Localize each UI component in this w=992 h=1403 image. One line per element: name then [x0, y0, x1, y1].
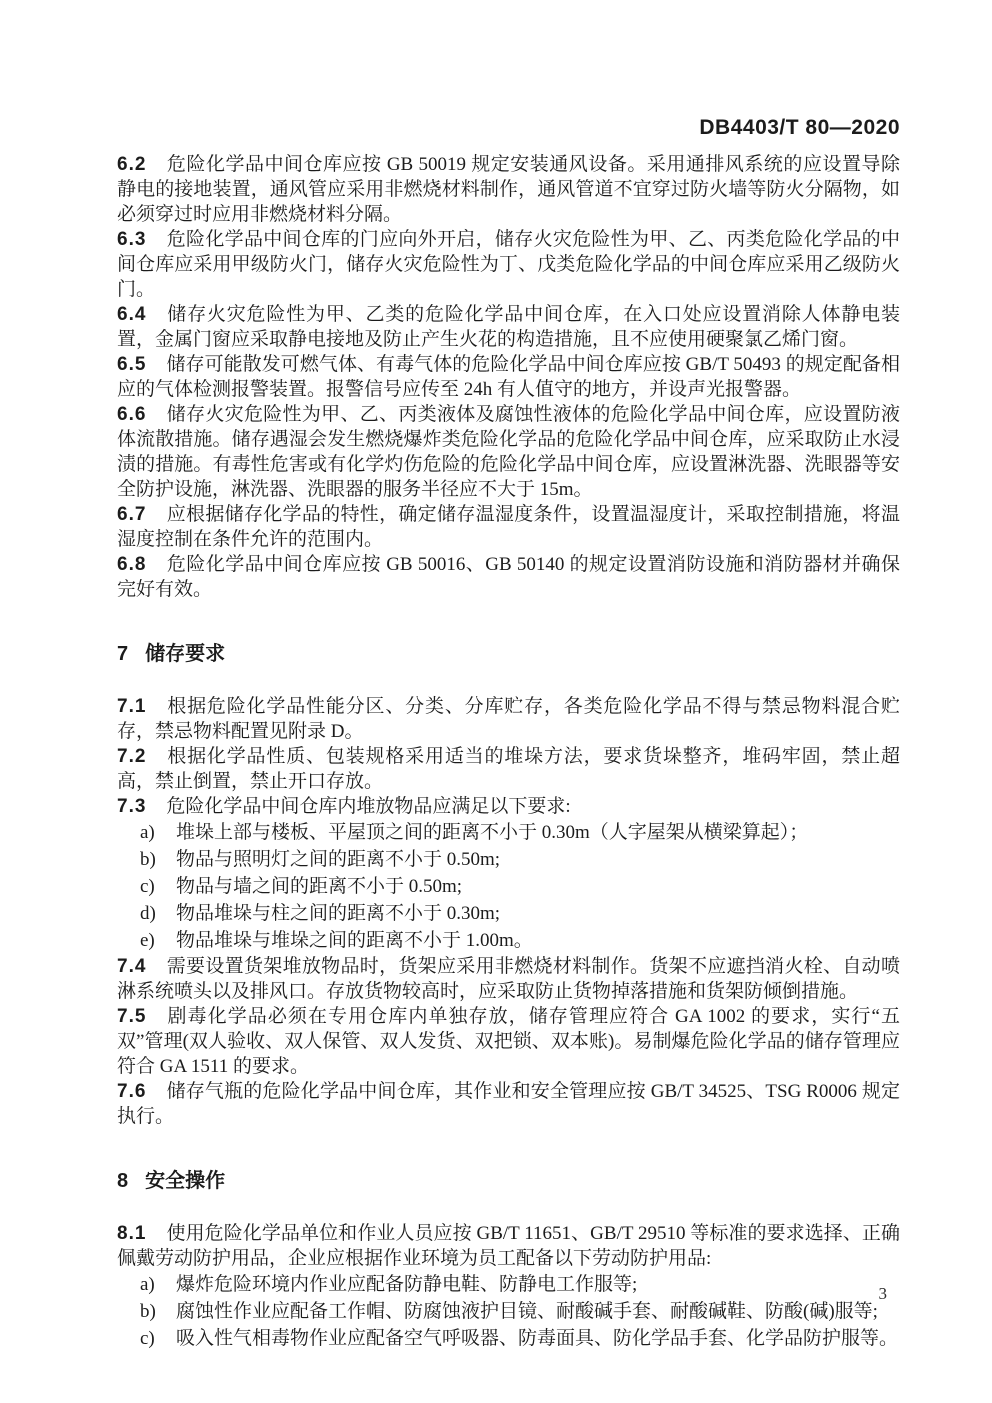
clause-text: 根据危险化学品性能分区、分类、分库贮存，各类危险化学品不得与禁忌物料混合贮存，禁忌物料配置见附录 D。 [117, 696, 900, 742]
list-marker: a) [140, 822, 155, 843]
section-title: 安全操作 [145, 1170, 226, 1192]
list-item-7-3-d [117, 900, 900, 927]
list-marker: d) [140, 903, 156, 924]
clause-text: 储存火灾危险性为甲、乙类的危险化学品中间仓库，在入口处应设置消除人体静电装置，金属门窗应采取静电接地及防止产生火花的构造措施，且不应使用硬聚氯乙烯门窗。 [117, 304, 900, 350]
list-marker: a) [140, 1274, 155, 1295]
clause-text: 危险化学品中间仓库的门应向外开启，储存火灾危险性为甲、乙、丙类危险化学品的中间仓库应采用甲级防火门，储存火灾危险性为丁、戊类危险化学品的中间仓库应采用乙级防火门。 [117, 229, 900, 300]
list-text: 物品与墙之间的距离不小于 0.50m; [176, 876, 463, 897]
clause-text: 剧毒化学品必须在专用仓库内单独存放，储存管理应符合 GA 1002 的要求，实行“五双”管理(双人验收、双人保管、双人发货、双把锁、双本账)。易制爆危险化学品的储存管理应符合 GA 1511 的要求。 [117, 1006, 900, 1077]
clause-number: 7.1 [117, 696, 147, 717]
clause-number: 6.7 [117, 504, 147, 525]
clause-6-2 [117, 152, 900, 227]
list-text: 物品与照明灯之间的距离不小于 0.50m; [176, 849, 501, 870]
clause-6-7 [117, 502, 900, 552]
clause-text: 储存气瓶的危险化学品中间仓库，其作业和安全管理应按 GB/T 34525、TSG R0006 规定执行。 [117, 1081, 900, 1127]
list-item-7-3-a [117, 819, 900, 846]
clause-7-2 [117, 744, 900, 794]
clause-text: 使用危险化学品单位和作业人员应按 GB/T 11651、GB/T 29510 等标准的要求选择、正确佩戴劳动防护用品，企业应根据作业环境为员工配备以下劳动防护用品: [117, 1223, 900, 1269]
clause-text: 危险化学品中间仓库内堆放物品应满足以下要求: [166, 796, 571, 817]
list-marker: b) [140, 1301, 156, 1322]
list-item-7-3-b [117, 846, 900, 873]
list-marker: c) [140, 876, 155, 897]
clause-text: 需要设置货架堆放物品时，货架应采用非燃烧材料制作。货架不应遮挡消火栓、自动喷淋系统喷头以及排风口。存放货物较高时，应采取防止货物掉落措施和货架防倾倒措施。 [117, 956, 900, 1002]
clause-7-1 [117, 694, 900, 744]
clause-6-4 [117, 302, 900, 352]
list-item-7-3-c [117, 873, 900, 900]
section-7-heading [117, 640, 900, 668]
list-text: 爆炸危险环境内作业应配备防静电鞋、防静电工作服等; [176, 1274, 638, 1295]
clause-6-6 [117, 402, 900, 502]
clause-text: 储存可能散发可燃气体、有毒气体的危险化学品中间仓库应按 GB/T 50493 的规定配备相应的气体检测报警装置。报警信号应传至 24h 有人值守的地方，并设声光报警器。 [117, 354, 900, 400]
list-text: 物品堆垛与堆垛之间的距离不小于 1.00m。 [176, 930, 533, 951]
list-item-8-1-c [117, 1325, 900, 1352]
clause-7-6 [117, 1079, 900, 1129]
page-number: 3 [878, 1284, 887, 1303]
list-marker: e) [140, 930, 155, 951]
clause-number: 7.6 [117, 1081, 147, 1102]
document-body [117, 152, 900, 1352]
clause-number: 8.1 [117, 1223, 147, 1244]
clause-8-1 [117, 1221, 900, 1271]
section-8-heading [117, 1167, 900, 1195]
clause-6-3 [117, 227, 900, 302]
clause-7-3 [117, 794, 900, 819]
clause-number: 6.2 [117, 154, 147, 175]
clause-6-8 [117, 552, 900, 602]
list-text: 腐蚀性作业应配备工作帽、防腐蚀液护目镜、耐酸碱手套、耐酸碱鞋、防酸(碱)服等; [176, 1301, 878, 1322]
clause-text: 储存火灾危险性为甲、乙、丙类液体及腐蚀性液体的危险化学品中间仓库，应设置防液体流散措施。储存遇湿会发生燃烧爆炸类危险化学品的危险化学品中间仓库，应采取防止水浸渍的措施。有毒性危害或有化学灼伤危险的危险化学品中间仓库，应设置淋洗器、洗眼器等安全防护设施，淋洗器、洗眼器的服务半径应不大于 15m。 [117, 404, 900, 500]
clause-7-5 [117, 1004, 900, 1079]
section-number: 7 [117, 643, 130, 665]
list-text: 物品堆垛与柱之间的距离不小于 0.30m; [176, 903, 501, 924]
list-marker: b) [140, 849, 156, 870]
clause-number: 6.3 [117, 229, 147, 250]
list-text: 吸入性气相毒物作业应配备空气呼吸器、防毒面具、防化学品手套、化学品防护服等。 [176, 1328, 899, 1349]
clause-text: 根据化学品性质、包装规格采用适当的堆垛方法，要求货垛整齐，堆码牢固，禁止超高，禁止倒置，禁止开口存放。 [117, 746, 900, 792]
clause-6-5 [117, 352, 900, 402]
clause-number: 6.4 [117, 304, 147, 325]
clause-number: 7.4 [117, 956, 147, 977]
clause-7-4 [117, 954, 900, 1004]
clause-number: 7.5 [117, 1006, 147, 1027]
clause-number: 6.6 [117, 404, 147, 425]
clause-number: 6.8 [117, 554, 147, 575]
list-marker: c) [140, 1328, 155, 1349]
clause-number: 6.5 [117, 354, 147, 375]
clause-number: 7.3 [117, 796, 147, 817]
clause-number: 7.2 [117, 746, 147, 767]
section-title: 储存要求 [145, 643, 226, 665]
clause-text: 危险化学品中间仓库应按 GB 50019 规定安装通风设备。采用通排风系统的应设置导除静电的接地装置，通风管应采用非燃烧材料制作，通风管道不宜穿过防火墙等防火分隔物，如必须穿过时应用非燃烧材料分隔。 [117, 154, 900, 225]
section-number: 8 [117, 1170, 130, 1192]
clause-text: 危险化学品中间仓库应按 GB 50016、GB 50140 的规定设置消防设施和消防器材并确保完好有效。 [117, 554, 900, 600]
clause-text: 应根据储存化学品的特性，确定储存温湿度条件，设置温湿度计，采取控制措施，将温湿度控制在条件允许的范围内。 [117, 504, 900, 550]
document-header [117, 116, 900, 140]
list-item-7-3-e [117, 927, 900, 954]
standard-number: DB4403/T 80—2020 [699, 116, 900, 139]
list-text: 堆垛上部与楼板、平屋顶之间的距离不小于 0.30m（人字屋架从横梁算起）； [176, 822, 809, 843]
